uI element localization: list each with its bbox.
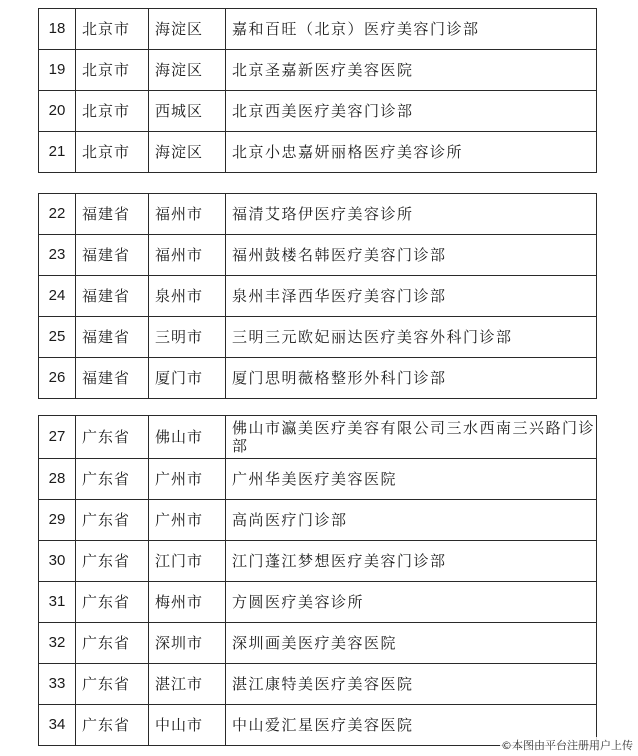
row-district: 海淀区 xyxy=(149,9,226,50)
row-number: 18 xyxy=(39,9,76,50)
row-district: 广州市 xyxy=(149,500,226,541)
row-district: 海淀区 xyxy=(149,50,226,91)
row-number: 24 xyxy=(39,276,76,317)
table-row xyxy=(39,276,597,317)
table-fujian xyxy=(38,193,597,399)
table-row xyxy=(39,459,597,500)
row-district: 中山市 xyxy=(149,705,226,746)
row-number: 26 xyxy=(39,358,76,399)
row-institution-name: 泉州丰泽西华医疗美容门诊部 xyxy=(226,276,597,317)
row-institution-name: 高尚医疗门诊部 xyxy=(226,500,597,541)
row-number: 20 xyxy=(39,91,76,132)
table-row xyxy=(39,9,597,50)
row-number: 27 xyxy=(39,416,76,459)
row-province: 福建省 xyxy=(76,235,149,276)
row-province: 北京市 xyxy=(76,132,149,173)
watermark: ©本图由平台注册用户上传 xyxy=(501,739,633,752)
row-district: 海淀区 xyxy=(149,132,226,173)
row-province: 北京市 xyxy=(76,50,149,91)
row-district: 深圳市 xyxy=(149,623,226,664)
table-row xyxy=(39,541,597,582)
table-row xyxy=(39,358,597,399)
table-row xyxy=(39,623,597,664)
row-province: 北京市 xyxy=(76,9,149,50)
row-district: 西城区 xyxy=(149,91,226,132)
row-district: 佛山市 xyxy=(149,416,226,459)
row-institution-name: 福清艾珞伊医疗美容诊所 xyxy=(226,194,597,235)
row-province: 广东省 xyxy=(76,664,149,705)
row-province: 福建省 xyxy=(76,317,149,358)
row-number: 21 xyxy=(39,132,76,173)
row-institution-name: 三明三元欧妃丽达医疗美容外科门诊部 xyxy=(226,317,597,358)
row-province: 福建省 xyxy=(76,276,149,317)
row-province: 广东省 xyxy=(76,623,149,664)
row-district: 湛江市 xyxy=(149,664,226,705)
row-number: 30 xyxy=(39,541,76,582)
row-institution-name: 北京小忠嘉妍丽格医疗美容诊所 xyxy=(226,132,597,173)
row-institution-name: 广州华美医疗美容医院 xyxy=(226,459,597,500)
row-province: 广东省 xyxy=(76,541,149,582)
row-institution-name: 嘉和百旺（北京）医疗美容门诊部 xyxy=(226,9,597,50)
row-number: 25 xyxy=(39,317,76,358)
row-number: 34 xyxy=(39,705,76,746)
table-row xyxy=(39,500,597,541)
row-number: 33 xyxy=(39,664,76,705)
row-number: 23 xyxy=(39,235,76,276)
row-district: 广州市 xyxy=(149,459,226,500)
row-number: 28 xyxy=(39,459,76,500)
table-beijing xyxy=(38,8,597,173)
row-province: 福建省 xyxy=(76,358,149,399)
table-guangdong xyxy=(38,415,597,746)
row-district: 福州市 xyxy=(149,194,226,235)
table-row xyxy=(39,317,597,358)
row-district: 厦门市 xyxy=(149,358,226,399)
row-district: 泉州市 xyxy=(149,276,226,317)
row-number: 29 xyxy=(39,500,76,541)
table-row xyxy=(39,235,597,276)
row-institution-name: 江门蓬江梦想医疗美容门诊部 xyxy=(226,541,597,582)
table-row xyxy=(39,416,597,459)
table-row xyxy=(39,582,597,623)
row-district: 三明市 xyxy=(149,317,226,358)
row-district: 梅州市 xyxy=(149,582,226,623)
row-institution-name: 佛山市瀛美医疗美容有限公司三水西南三兴路门诊部 xyxy=(226,416,597,459)
table-row xyxy=(39,132,597,173)
table-row xyxy=(39,50,597,91)
table-row xyxy=(39,194,597,235)
row-number: 22 xyxy=(39,194,76,235)
row-district: 江门市 xyxy=(149,541,226,582)
row-province: 广东省 xyxy=(76,500,149,541)
row-institution-name: 方圆医疗美容诊所 xyxy=(226,582,597,623)
row-province: 北京市 xyxy=(76,91,149,132)
row-institution-name: 福州鼓楼名韩医疗美容门诊部 xyxy=(226,235,597,276)
table-row xyxy=(39,91,597,132)
table-row xyxy=(39,664,597,705)
row-number: 32 xyxy=(39,623,76,664)
row-institution-name: 厦门思明薇格整形外科门诊部 xyxy=(226,358,597,399)
row-institution-name: 北京圣嘉新医疗美容医院 xyxy=(226,50,597,91)
row-institution-name: 深圳画美医疗美容医院 xyxy=(226,623,597,664)
row-number: 19 xyxy=(39,50,76,91)
row-province: 广东省 xyxy=(76,459,149,500)
row-province: 广东省 xyxy=(76,582,149,623)
row-province: 广东省 xyxy=(76,416,149,459)
row-province: 福建省 xyxy=(76,194,149,235)
row-province: 广东省 xyxy=(76,705,149,746)
row-institution-name: 湛江康特美医疗美容医院 xyxy=(226,664,597,705)
row-institution-name: 中山爱汇星医疗美容医院 xyxy=(226,705,597,746)
row-number: 31 xyxy=(39,582,76,623)
row-district: 福州市 xyxy=(149,235,226,276)
row-institution-name: 北京西美医疗美容门诊部 xyxy=(226,91,597,132)
